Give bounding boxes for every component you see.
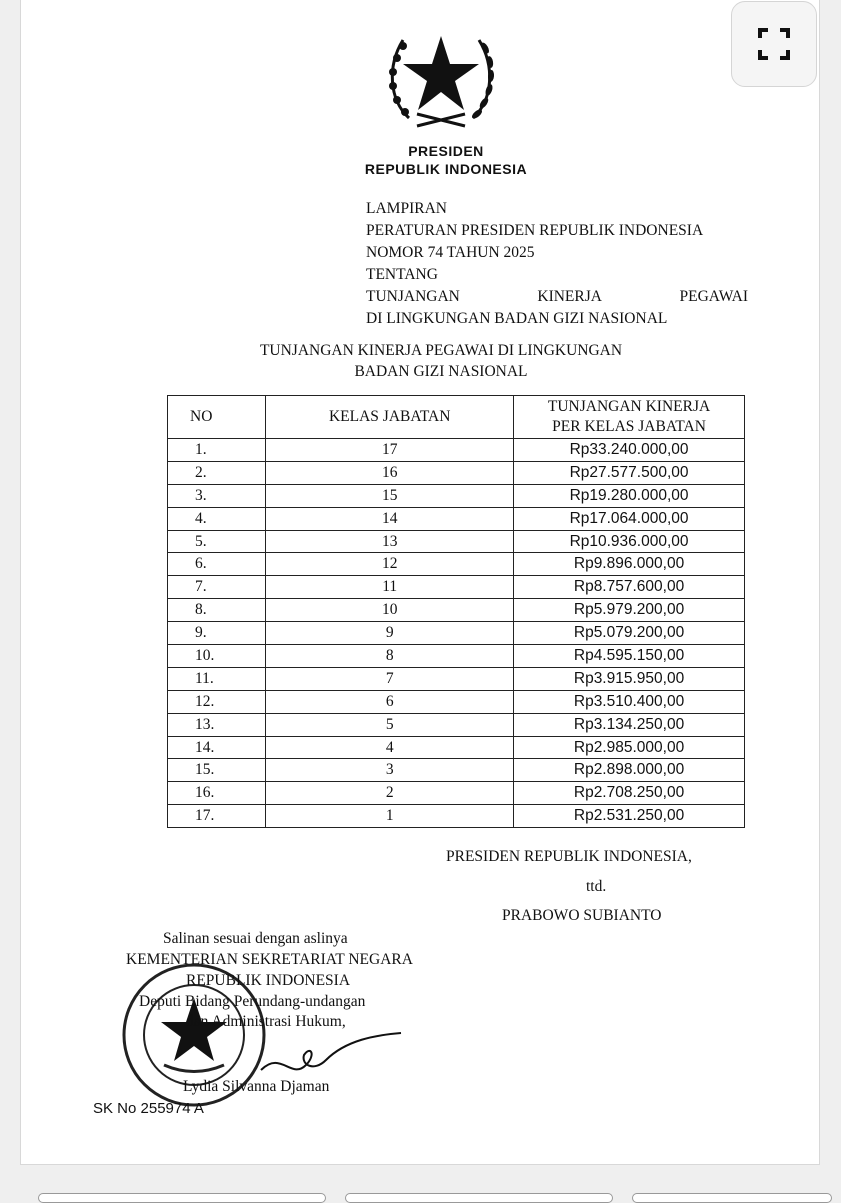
row-tunjangan: Rp10.936.000,00 — [514, 530, 745, 553]
row-no: 17. — [168, 805, 266, 828]
table-row — [168, 507, 745, 530]
table-title-line1: TUNJANGAN KINERJA PEGAWAI DI LINGKUNGAN — [259, 342, 623, 359]
document-page — [20, 0, 820, 1165]
row-tunjangan: Rp2.985.000,00 — [514, 736, 745, 759]
row-kelas: 11 — [266, 576, 514, 599]
row-tunjangan: Rp5.979.200,00 — [514, 599, 745, 622]
row-no: 2. — [168, 461, 266, 484]
row-no: 15. — [168, 759, 266, 782]
row-tunjangan: Rp2.708.250,00 — [514, 782, 745, 805]
row-tunjangan: Rp4.595.150,00 — [514, 645, 745, 668]
row-no: 7. — [168, 576, 266, 599]
row-no: 8. — [168, 599, 266, 622]
table-row — [168, 530, 745, 553]
header-tunjangan — [514, 396, 745, 439]
table-row — [168, 553, 745, 576]
row-tunjangan: Rp2.531.250,00 — [514, 805, 745, 828]
table-row — [168, 713, 745, 736]
copy-note-line4: Deputi Bidang Perundang-undangan — [139, 993, 366, 1010]
header-republic: REPUBLIK INDONESIA — [364, 161, 528, 177]
copy-note-line3: REPUBLIK INDONESIA — [186, 972, 351, 989]
fullscreen-button[interactable] — [731, 1, 817, 87]
row-no: 13. — [168, 713, 266, 736]
header-president: PRESIDEN — [408, 143, 484, 159]
copy-note-line2: KEMENTERIAN SEKRETARIAT NEGARA — [126, 951, 413, 968]
table-row — [168, 461, 745, 484]
row-no: 5. — [168, 530, 266, 553]
header-no: NO — [168, 396, 266, 439]
regulation-number: NOMOR 74 TAHUN 2025 — [366, 244, 535, 261]
subject-line-2: DI LINGKUNGAN BADAN GIZI NASIONAL — [366, 310, 668, 327]
regulation-title: PERATURAN PRESIDEN REPUBLIK INDONESIA — [366, 222, 704, 239]
header-kelas: KELAS JABATAN — [266, 396, 514, 439]
row-kelas: 16 — [266, 461, 514, 484]
row-no: 14. — [168, 736, 266, 759]
row-kelas: 15 — [266, 484, 514, 507]
table-row — [168, 690, 745, 713]
row-tunjangan: Rp19.280.000,00 — [514, 484, 745, 507]
copy-note-line1: Salinan sesuai dengan aslinya — [163, 930, 348, 947]
row-kelas: 10 — [266, 599, 514, 622]
row-tunjangan: Rp5.079.200,00 — [514, 622, 745, 645]
row-kelas: 4 — [266, 736, 514, 759]
signatory-name: PRABOWO SUBIANTO — [502, 907, 662, 924]
bottom-tab-2[interactable] — [345, 1193, 613, 1203]
row-kelas: 8 — [266, 645, 514, 668]
row-kelas: 3 — [266, 759, 514, 782]
row-tunjangan: Rp17.064.000,00 — [514, 507, 745, 530]
row-kelas: 2 — [266, 782, 514, 805]
subject-word-1: TUNJANGAN — [366, 288, 460, 305]
row-no: 6. — [168, 553, 266, 576]
row-kelas: 1 — [266, 805, 514, 828]
copy-note-signer: Lydia Silvanna Djaman — [183, 1078, 330, 1095]
table-row — [168, 667, 745, 690]
lampiran-block — [366, 198, 748, 330]
table-row — [168, 439, 745, 462]
subject-word-3: PEGAWAI — [679, 288, 748, 305]
row-kelas: 9 — [266, 622, 514, 645]
bottom-tab-strip — [0, 1193, 841, 1203]
table-row — [168, 759, 745, 782]
table-row — [168, 782, 745, 805]
row-no: 1. — [168, 439, 266, 462]
row-tunjangan: Rp2.898.000,00 — [514, 759, 745, 782]
table-header-row — [168, 396, 745, 439]
row-no: 4. — [168, 507, 266, 530]
row-no: 12. — [168, 690, 266, 713]
signatory-ttd: ttd. — [586, 878, 607, 895]
bottom-tab-3[interactable] — [632, 1193, 832, 1203]
row-kelas: 13 — [266, 530, 514, 553]
table-row — [168, 484, 745, 507]
sk-number: SK No 255974 A — [93, 1100, 204, 1117]
row-tunjangan: Rp27.577.500,00 — [514, 461, 745, 484]
row-tunjangan: Rp3.134.250,00 — [514, 713, 745, 736]
row-tunjangan: Rp3.915.950,00 — [514, 667, 745, 690]
table-row — [168, 645, 745, 668]
row-kelas: 7 — [266, 667, 514, 690]
table-title-line2: BADAN GIZI NASIONAL — [354, 363, 528, 380]
allowance-table — [167, 395, 745, 828]
table-row — [168, 576, 745, 599]
presidential-emblem — [381, 18, 501, 134]
row-no: 16. — [168, 782, 266, 805]
signatory-title: PRESIDEN REPUBLIK INDONESIA, — [446, 848, 692, 865]
expand-icon — [757, 27, 791, 61]
row-kelas: 5 — [266, 713, 514, 736]
subject-line — [366, 286, 748, 308]
header-tunjangan-line1: TUNJANGAN KINERJA — [547, 398, 711, 415]
tentang-label: TENTANG — [366, 266, 438, 283]
row-tunjangan: Rp8.757.600,00 — [514, 576, 745, 599]
header-tunjangan-line2: PER KELAS JABATAN — [552, 418, 706, 435]
row-kelas: 14 — [266, 507, 514, 530]
lampiran-label: LAMPIRAN — [366, 200, 447, 217]
table-row — [168, 805, 745, 828]
bottom-tab-1[interactable] — [38, 1193, 326, 1203]
table-row — [168, 599, 745, 622]
row-kelas: 6 — [266, 690, 514, 713]
row-kelas: 12 — [266, 553, 514, 576]
row-tunjangan: Rp33.240.000,00 — [514, 439, 745, 462]
row-no: 10. — [168, 645, 266, 668]
table-row — [168, 622, 745, 645]
subject-word-2: KINERJA — [537, 288, 602, 305]
row-no: 11. — [168, 667, 266, 690]
row-no: 9. — [168, 622, 266, 645]
row-tunjangan: Rp9.896.000,00 — [514, 553, 745, 576]
table-row — [168, 736, 745, 759]
row-kelas: 17 — [266, 439, 514, 462]
row-tunjangan: Rp3.510.400,00 — [514, 690, 745, 713]
copy-note-line5: dan Administrasi Hukum, — [186, 1013, 346, 1030]
row-no: 3. — [168, 484, 266, 507]
